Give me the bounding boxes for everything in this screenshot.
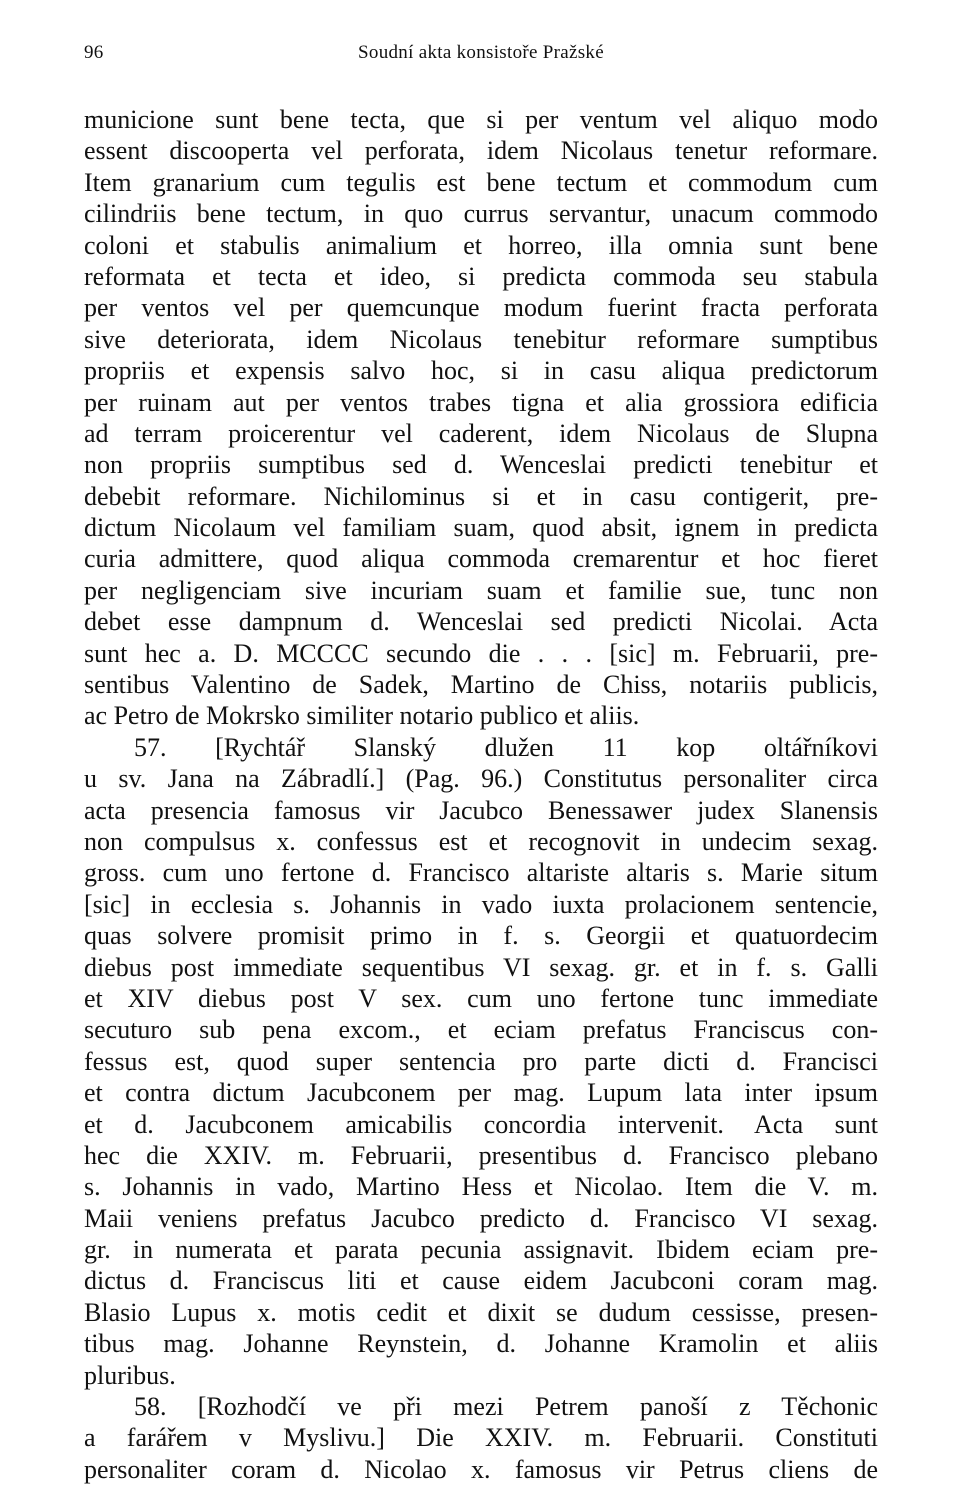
text-line: secuturo sub pena excom., et eciam prefatus Franciscus con-	[84, 1015, 878, 1045]
entry-heading-line: 57. [Rychtář Slanský dlužen 11 kop oltářníkovi	[134, 732, 878, 762]
text-line: per ruinam aut per ventos trabes tigna et alia grossiora edificia	[84, 387, 878, 417]
page-number: 96	[84, 42, 104, 63]
text-line: acta presencia famosus vir Jacubco Benessawer judex Slanensis	[84, 795, 878, 825]
text-line: municione sunt bene tecta, que si per ventum vel aliquo modo	[84, 105, 878, 134]
text-line: s. Johannis in vado, Martino Hess et Nicolao. Item die V. m.	[84, 1172, 878, 1202]
text-line: personaliter coram d. Nicolao x. famosus vir Petrus cliens de	[84, 1454, 878, 1484]
text-line: propriis et expensis salvo hoc, si in casu aliqua predictorum	[84, 356, 878, 386]
text-line: essent discooperta vel perforata, idem Nicolaus tenetur reformare.	[84, 136, 878, 166]
text-line: sunt hec a. D. MCCCC secundo die . . . [sic] m. Februarii, pre-	[84, 638, 878, 668]
text-line: non propriis sumptibus sed d. Wenceslai predicti tenebitur et	[84, 450, 878, 480]
text-line: per ventos vel per quemcunque modum fuerint fracta perforata	[84, 293, 878, 323]
text-line: gross. cum uno fertone d. Francisco altariste altaris s. Marie situm	[84, 858, 878, 888]
text-line: debet esse dampnum d. Wenceslai sed predicti Nicolai. Acta	[84, 607, 878, 637]
text-line: dictus d. Franciscus liti et cause eidem Jacubconi coram mag.	[84, 1266, 878, 1296]
text-line: gr. in numerata et parata pecunia assignavit. Ibidem eciam pre-	[84, 1235, 878, 1265]
text-line: et d. Jacubconem amicabilis concordia intervenit. Acta sunt	[84, 1109, 878, 1139]
text-line: per negligenciam sive incuriam suam et familie sue, tunc non	[84, 575, 878, 605]
text-line: reformata et tecta et ideo, si predicta commoda seu stabula	[84, 261, 878, 291]
text-line: tibus mag. Johanne Reynstein, d. Johanne Kramolin et aliis	[84, 1329, 878, 1359]
text-line: fessus est, quod super sentencia pro parte dicti d. Francisci	[84, 1046, 878, 1076]
text-line: sentibus Valentino de Sadek, Martino de Chiss, notariis publicis,	[84, 670, 878, 700]
running-title: Soudní akta konsistoře Pražské	[358, 42, 604, 63]
text-line: et XIV diebus post V sex. cum uno fertone tunc immediate	[84, 983, 878, 1013]
text-line: pluribus.	[84, 1360, 176, 1390]
text-line: diebus post immediate sequentibus VI sexag. gr. et in f. s. Galli	[84, 952, 878, 982]
text-line: a farářem v Myslivu.] Die XXIV. m. Februarii. Constituti	[84, 1423, 878, 1453]
text-line: debebit reformare. Nichilominus si et in casu contigerit, pre-	[84, 481, 878, 511]
page-header	[84, 42, 878, 72]
text-line: [sic] in ecclesia s. Johannis in vado iuxta prolacionem sentencie,	[84, 889, 878, 919]
text-line: coloni et stabulis animalium et horreo, illa omnia sunt bene	[84, 230, 878, 260]
text-line: ac Petro de Mokrsko similiter notario publico et aliis.	[84, 701, 640, 731]
text-line: u sv. Jana na Zábradlí.] (Pag. 96.) Constitutus personaliter circa	[84, 764, 878, 794]
text-line: dictum Nicolaum vel familiam suam, quod absit, ignem in predicta	[84, 513, 878, 543]
text-line: hec die XXIV. m. Februarii, presentibus d. Francisco plebano	[84, 1140, 878, 1170]
text-line: non compulsus x. confessus est et recognovit in undecim sexag.	[84, 826, 878, 856]
text-line: cilindriis bene tectum, in quo currus servantur, unacum commodo	[84, 199, 878, 229]
text-line: sive deteriorata, idem Nicolaus tenebitur reformare sumptibus	[84, 324, 878, 354]
text-line: et contra dictum Jacubconem per mag. Lupum lata inter ipsum	[84, 1078, 878, 1108]
entry-heading-line: 58. [Rozhodčí ve při mezi Petrem panoší z Těchonic	[134, 1392, 878, 1422]
text-line: ad terram proicerentur vel caderent, idem Nicolaus de Slupna	[84, 418, 878, 448]
text-line: curia admittere, quod aliqua commoda cremarentur et hoc fieret	[84, 544, 878, 574]
body-text	[84, 104, 878, 1485]
text-line: quas solvere promisit primo in f. s. Georgii et quatuordecim	[84, 921, 878, 951]
text-line: Item granarium cum tegulis est bene tectum et commodum cum	[84, 167, 878, 197]
text-line: Blasio Lupus x. motis cedit et dixit se dudum cessisse, presen-	[84, 1297, 878, 1327]
text-line: Maii veniens prefatus Jacubco predicto d. Francisco VI sexag.	[84, 1203, 878, 1233]
